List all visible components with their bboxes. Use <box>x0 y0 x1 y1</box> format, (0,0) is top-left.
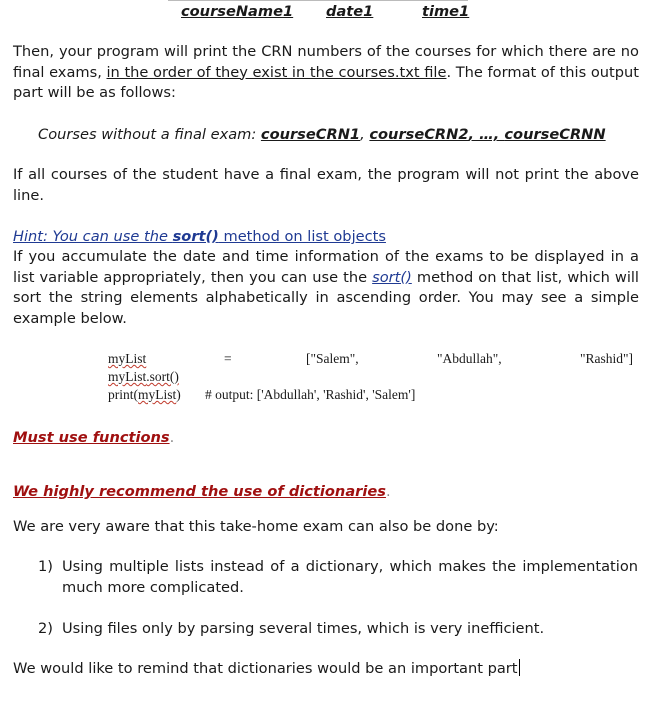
alternatives-intro: We are very aware that this take-home exam can also be done by: <box>13 518 499 535</box>
header-time: time1 <box>422 3 470 20</box>
output-format-paragraph: Then, your program will print the CRN numbers of the courses for which there are no final exams, in the order of they exist in the courses.txt file. The format of this output part will be as follows: <box>13 43 640 101</box>
list-item-number: 1) <box>38 558 53 575</box>
hint-sort-method: sort() <box>172 228 219 245</box>
list-item-text: Using files only by parsing several times, which is very inefficient. <box>62 620 545 637</box>
top-border <box>168 0 468 1</box>
courses-file-order-link: in the order of they exist in the courses.txt file <box>106 63 447 81</box>
hint-line: Hint: You can use the sort() method on list objects <box>13 228 386 245</box>
list-item-text: Using multiple lists instead of a dictionary, which makes the implementation much more complicated. <box>62 558 638 596</box>
crn1-placeholder: courseCRN1 <box>260 126 361 143</box>
code-item-rashid: "Rashid"] <box>580 351 634 366</box>
no-final-paragraph: If all courses of the student have a final exam, the program will not print the above line. <box>13 166 639 204</box>
sort-method-ref: sort() <box>372 268 412 286</box>
recommend-dictionaries-note: We highly recommend the use of dictionaries. <box>13 483 391 500</box>
list-item-number: 2) <box>38 620 53 637</box>
code-var-mylist: myList <box>108 351 147 366</box>
code-print-call: print(myList) <box>108 387 181 402</box>
format-example-line: Courses without a final exam: courseCRN1, courseCRN2, …, courseCRNN <box>38 126 606 143</box>
crnn-placeholder: courseCRNN <box>504 126 606 143</box>
code-equals: = <box>224 351 232 366</box>
code-sort-call: myList.sort() <box>108 369 179 384</box>
sort-explanation-paragraph: If you accumulate the date and time information of the exams to be displayed in a list variable appropriately, then you can use the sort() method on that list, which will sort the string elements alphabetically in ascending order. You may see a simple example below. <box>13 248 639 327</box>
header-date: date1 <box>326 3 374 20</box>
code-output-comment: # output: ['Abdullah', 'Rashid', 'Salem'] <box>205 387 416 402</box>
crn2-placeholder: courseCRN2 <box>369 126 469 143</box>
closing-line[interactable]: We would like to remind that dictionaries would be an important part <box>13 660 518 677</box>
must-use-functions-note: Must use functions. <box>13 429 175 446</box>
code-item-salem: ["Salem", <box>306 351 359 366</box>
text-cursor <box>519 659 520 676</box>
code-item-abdullah: "Abdullah", <box>437 351 502 366</box>
header-course-name: courseName1 <box>181 3 294 20</box>
